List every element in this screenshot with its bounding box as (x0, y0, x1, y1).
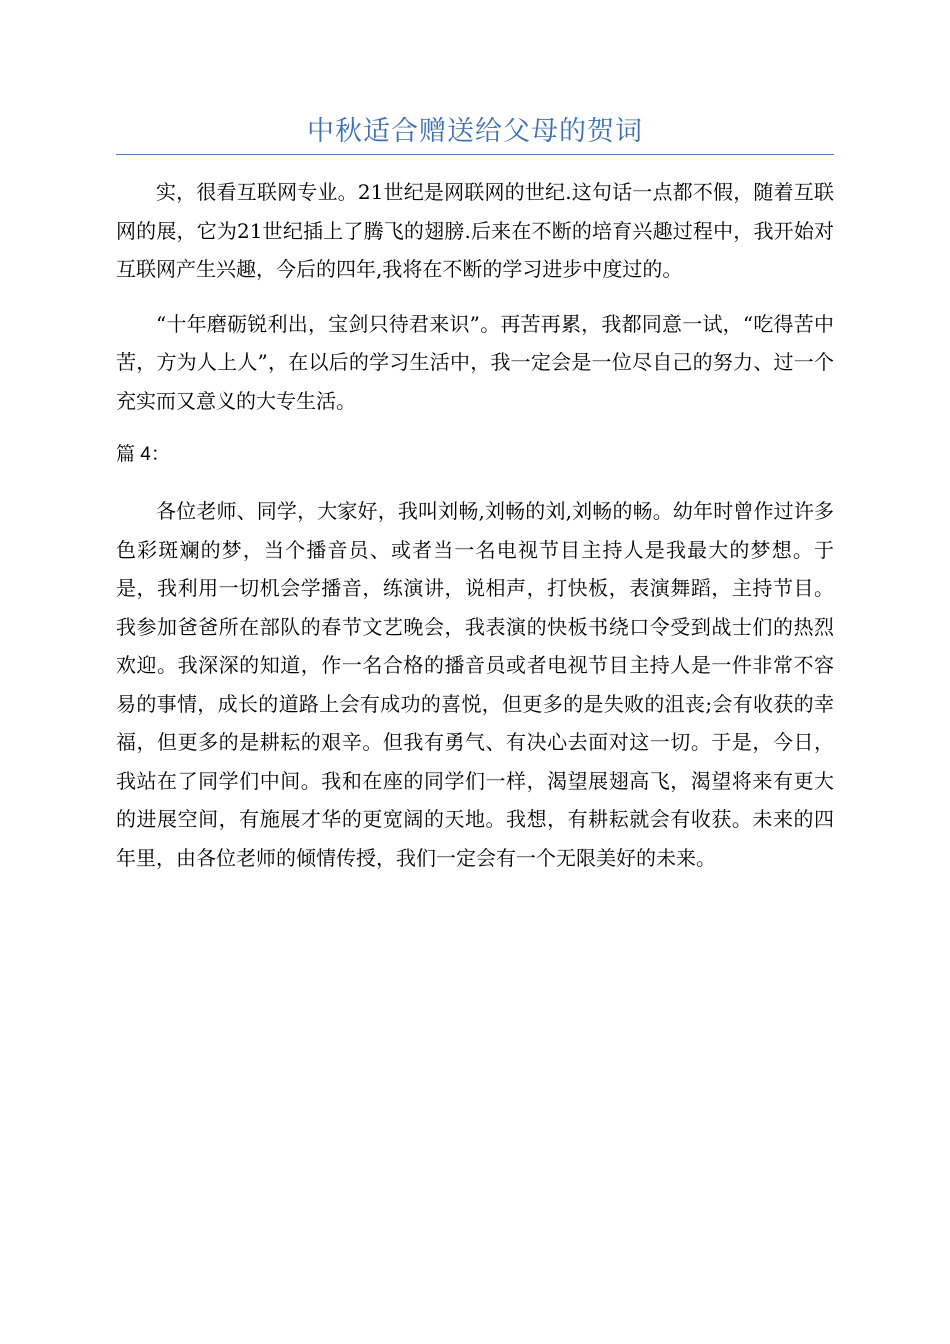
document-page (116, 110, 834, 893)
paragraph-1: 实，很看互联网专业。21世纪是网联网的世纪.这句话一点都不假，随着互联网的展，它为21世纪插上了腾飞的翅膀.后来在不断的培育兴趣过程中，我开始对互联网产生兴趣，今后的四年,我将在不断的学习进步中度过的。 (116, 180, 834, 281)
section-heading: 篇 4： (116, 444, 170, 465)
title-underline-rule (116, 154, 834, 155)
document-body (116, 173, 834, 877)
document-title: 中秋适合赠送给父母的贺词 (307, 116, 643, 147)
section-paragraph: 各位老师、同学，大家好，我叫刘畅,刘畅的刘,刘畅的畅。幼年时曾作过许多色彩斑斓的梦，当个播音员、或者当一名电视节目主持人是我最大的梦想。于是，我利用一切机会学播音，练演讲，说相声，打快板，表演舞蹈，主持节目。我参加爸爸所在部队的春节文艺晚会，我表演的快板书绕口令受到战士们的热烈欢迎。我深深的知道，作一名合格的播音员或者电视节目主持人是一件非常不容易的事情，成长的道路上会有成功的喜悦，但更多的是失败的沮丧;会有收获的幸福，但更多的是耕耘的艰辛。但我有勇气、有决心去面对这一切。于是，今日，我站在了同学们中间。我和在座的同学们一样，渴望展翅高飞，渴望将来有更大的进展空间，有施展才华的更宽阔的天地。我想，有耕耘就会有收获。未来的四年里，由各位老师的倾情传授，我们一定会有一个无限美好的未来。 (116, 499, 834, 870)
paragraph-2: “十年磨砺锐利出，宝剑只待君来识”。再苦再累，我都同意一试，“吃得苦中苦，方为人上人”，在以后的学习生活中，我一定会是一位尽自己的努力、过一个充实而又意义的大专生活。 (116, 311, 834, 413)
